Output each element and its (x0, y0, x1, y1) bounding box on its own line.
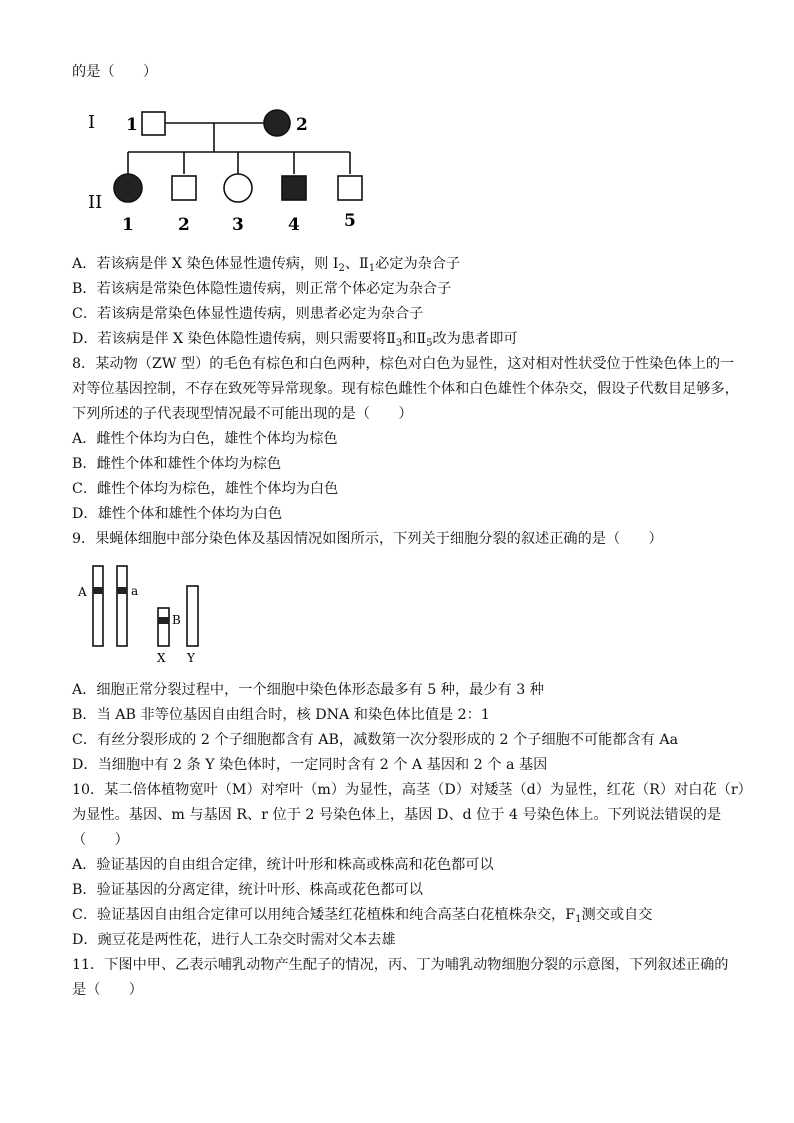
gene-label-upper-a: A (78, 585, 87, 599)
q7-stem-tail: 的是（ ） (72, 64, 158, 80)
gen2-4-male-affected (282, 176, 306, 200)
gen2-label-4: 4 (288, 215, 300, 235)
generation-label-ii: II (88, 192, 103, 213)
gene-label-b: B (172, 613, 181, 627)
gen1-label-1: 1 (126, 115, 138, 135)
chromosome-label-x: X (157, 651, 166, 665)
q7-option-b: B．若该病是常染色体隐性遗传病，则正常个体必定为杂合子 (72, 281, 452, 297)
gen1-male-normal (142, 112, 165, 135)
q8-stem-line1: 8．某动物（ZW 型）的毛色有棕色和白色两种，棕色对白色为显性，这对相对性状受位于性染色体上的一 (72, 356, 735, 372)
q10-stem-line1: 10．某二倍体植物宽叶（M）对窄叶（m）为显性，高茎（D）对矮茎（d）为显性，红花（R）对白花（r） (72, 782, 752, 798)
q9-option-d: D．当细胞中有 2 条 Y 染色体时，一定同时含有 2 个 A 基因和 2 个 a 基因 (72, 757, 548, 773)
gene-label-lower-a: a (131, 584, 139, 598)
q8-option-a: A．雌性个体均为白色，雄性个体均为棕色 (72, 431, 338, 447)
q8-option-d: D．雄性个体和雄性个体均为白色 (72, 506, 283, 522)
gen2-2-male-normal (172, 176, 196, 200)
q8-option-b: B．雌性个体和雄性个体均为棕色 (72, 456, 282, 472)
q8-stem-line3: 下列所述的子代表现型情况最不可能出现的是（ ） (72, 406, 413, 422)
q7-option-c: C．若该病是常染色体显性遗传病，则患者必定为杂合子 (72, 306, 424, 322)
q9-option-c: C．有丝分裂形成的 2 个子细胞都含有 AB，减数第一次分裂形成的 2 个子细胞不可能都含有 Aa (72, 732, 679, 748)
chromosome-label-y: Y (187, 651, 195, 665)
q9-option-a: A．细胞正常分裂过程中，一个细胞中染色体形态最多有 5 种，最少有 3 种 (72, 682, 544, 698)
chromosome-a (93, 566, 103, 646)
gen2-label-1: 1 (122, 215, 134, 235)
gen2-1-female-affected (114, 174, 142, 202)
gene-band-b (158, 617, 169, 624)
gen2-3-female-normal (224, 174, 252, 202)
chromosome-figure (76, 562, 226, 672)
gen2-5-male-normal (338, 176, 362, 200)
q7-option-a: A．若该病是伴 X 染色体显性遗传病，则 $I_2$、$Ⅱ_1$必定为杂合子 (72, 256, 461, 274)
q10-option-d: D．豌豆花是两性花，进行人工杂交时需对父本去雄 (72, 932, 396, 948)
chromosome-x (158, 608, 169, 646)
chromosome-a-lower (117, 566, 127, 646)
q10-option-b: B．验证基因的分离定律，统计叶形、株高或花色都可以 (72, 882, 423, 898)
q9-stem: 9．果蝇体细胞中部分染色体及基因情况如图所示，下列关于细胞分裂的叙述正确的是（ ） (72, 531, 663, 547)
q10-option-a: A．验证基因的自由组合定律，统计叶形和株高或株高和花色都可以 (72, 857, 494, 873)
gene-band-a-lower (117, 587, 127, 594)
q11-stem-line2: 是（ ） (72, 982, 143, 998)
gen1-female-affected (264, 110, 290, 136)
gen2-label-2: 2 (178, 215, 190, 235)
q10-option-c: C．验证基因自由组合定律可以用纯合矮茎红花植株和纯合高茎白花植株杂交，$F_1$测交或自交 (72, 907, 653, 925)
q10-stem-line2: 为显性。基因、m 与基因 R、r 位于 2 号染色体上，基因 D、d 位于 4 号染色体上。下列说法错误的是 (72, 807, 722, 823)
q8-stem-line2: 对等位基因控制，不存在致死等异常现象。现有棕色雌性个体和白色雄性个体杂交，假设子代数目足够多， (72, 381, 739, 397)
q8-option-c: C．雌性个体均为棕色，雄性个体均为白色 (72, 481, 339, 497)
q10-stem-line3: （ ） (72, 832, 129, 848)
q11-stem-line1: 11．下图中甲、乙表示哺乳动物产生配子的情况，丙、丁为哺乳动物细胞分裂的示意图，下列叙述正确的 (72, 957, 729, 973)
q9-option-b: B．当 AB 非等位基因自由组合时，核 DNA 和染色体比值是 2：1 (72, 707, 490, 723)
gen2-label-5: 5 (344, 211, 356, 231)
gene-band-a (93, 587, 103, 594)
gen1-label-2: 2 (296, 115, 308, 135)
generation-label-i: I (88, 112, 96, 133)
q7-option-d: D．若该病是伴 X 染色体隐性遗传病，则只需要将$Ⅱ_3$和$Ⅱ_5$改为患者即可 (72, 331, 518, 349)
chromosome-y (187, 586, 198, 646)
gen2-label-3: 3 (232, 215, 244, 235)
pedigree-chart (82, 102, 382, 242)
